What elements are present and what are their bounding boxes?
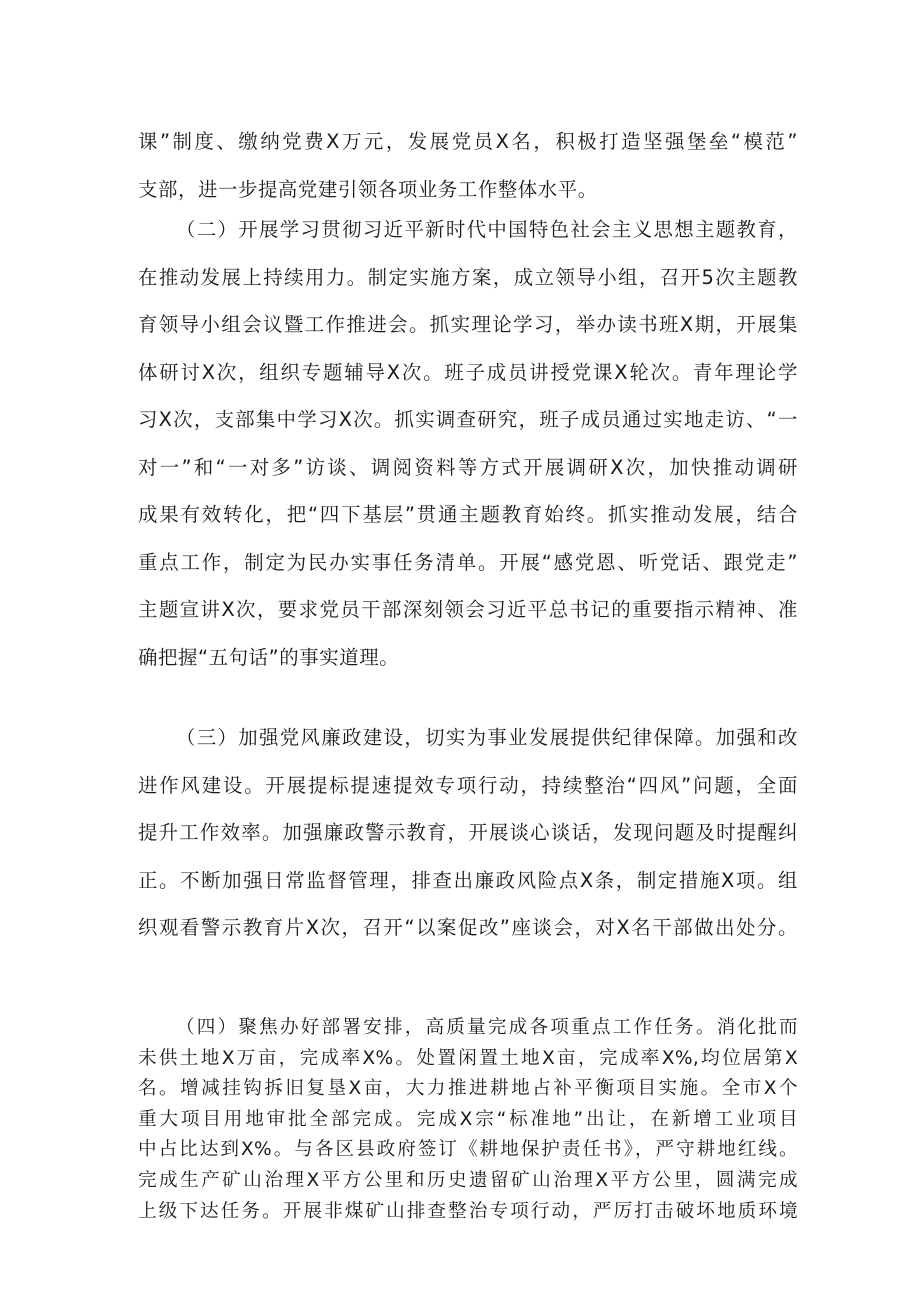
paragraph-section-3 — [138, 714, 798, 952]
text-line: （四）聚焦办好部署安排，高质量完成各项重点工作任务。消化批而 — [176, 1017, 798, 1038]
text-line: 主题宣讲X次，要求党员干部深刻领会习近平总书记的重要指示精神、准 — [138, 598, 798, 621]
paragraph-section-4 — [138, 1013, 798, 1227]
text-line: 进作风建设。开展提标提速提效专项行动，持续整治“四风”问题，全面 — [138, 773, 798, 797]
text-line: 未供土地X万亩，完成率X%。处置闲置土地X亩，完成率X%,均位居第X — [138, 1047, 798, 1069]
text-line: 支部，进一步提高党建引领各项业务工作整体水平。 — [138, 177, 598, 201]
paragraph-section-2 — [138, 206, 798, 681]
text-line: 体研讨X次，组织专题辅导X次。班子成员讲授党课X轮次。青年理论学 — [138, 360, 798, 384]
text-line: 织观看警示教育片X次，召开“以案促改”座谈会，对X名干部做出处分。 — [138, 916, 798, 939]
text-line: 提升工作效率。加强廉政警示教育，开展谈心谈话，发现问题及时提醒纠 — [138, 821, 798, 844]
text-line: 上级下达任务。开展非煤矿山排查整治专项行动，严厉打击破坏地质环境 — [138, 1200, 798, 1222]
text-line: 完成生产矿山治理X平方公里和历史遗留矿山治理X平方公里，圆满完成 — [138, 1169, 798, 1191]
text-line: 习X次，支部集中学习X次。抓实调查研究，班子成员通过实地走访、“一 — [138, 408, 798, 431]
text-line: （二）开展学习贯彻习近平新时代中国特色社会主义思想主题教育， — [176, 218, 798, 241]
text-line: 名。增减挂钩拆旧复垦X亩，大力推进耕地占补平衡项目实施。全市X个 — [138, 1078, 798, 1100]
text-line: 课”制度、缴纳党费X万元，发展党员X名，积极打造坚强堡垒“模范” — [138, 130, 798, 153]
text-line: 成果有效转化，把“四下基层”贯通主题教育始终。抓实推动发展，结合 — [138, 503, 798, 526]
text-line: 育领导小组会议暨工作推进会。抓实理论学习，举办读书班X期，开展集 — [138, 313, 798, 336]
text-line: 对一”和“一对多”访谈、调阅资料等方式开展调研X次，加快推动调研 — [138, 455, 798, 479]
paragraph-continuation — [138, 118, 798, 213]
text-line: 正。不断加强日常监督管理，排查出廉政风险点X条，制定措施X项。组 — [138, 868, 798, 892]
text-line: 重点工作，制定为民办实事任务清单。开展“感党恩、听党话、跟党走” — [138, 550, 798, 574]
text-line: 确把握“五句话”的事实道理。 — [138, 645, 400, 669]
text-line: 在推动发展上持续用力。制定实施方案，成立领导小组，召开5次主题教 — [138, 265, 798, 289]
text-line: 中占比达到X%。与各区县政府签订《耕地保护责任书》，严守耕地红线。 — [138, 1139, 798, 1161]
text-line: 重大项目用地审批全部完成。完成X宗“标准地”出让，在新增工业项目 — [138, 1108, 798, 1130]
text-line: （三）加强党风廉政建设，切实为事业发展提供纪律保障。加强和改 — [176, 726, 798, 749]
